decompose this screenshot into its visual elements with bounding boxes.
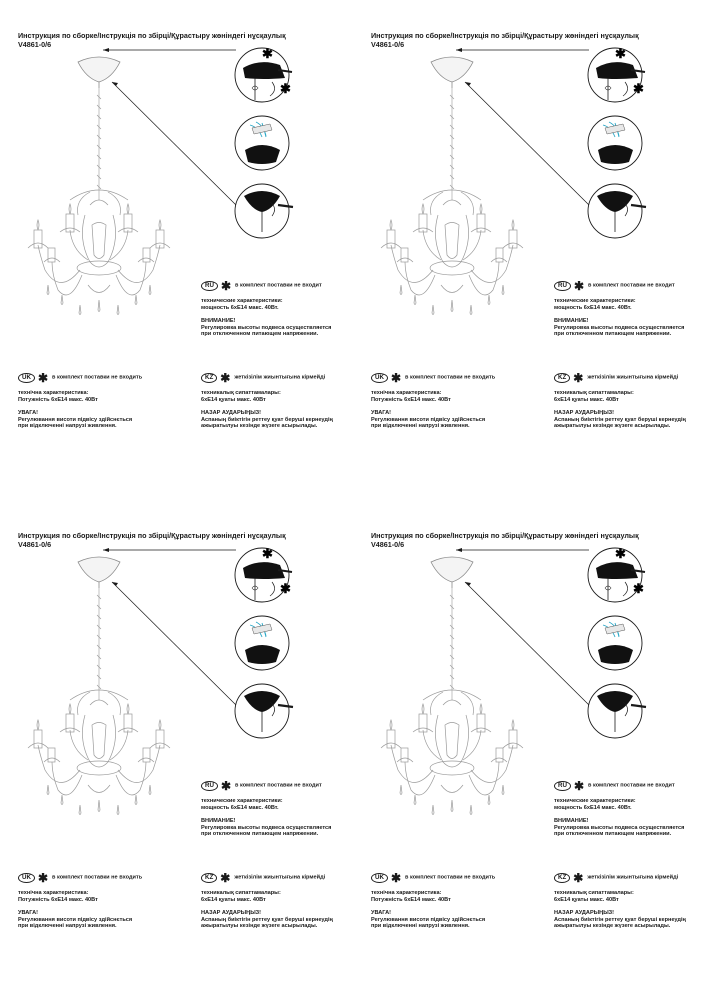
uk-specs-title: технічна характеристика: xyxy=(18,390,89,396)
star-icon: ✱ xyxy=(573,371,584,385)
star-icon: ✱ xyxy=(37,871,48,885)
kz-warning-line: Аспаның биіктігін реттеу қуат беруші кернеудің xyxy=(554,416,686,423)
model-number: V4861-0/6 xyxy=(18,40,52,49)
uk-warning-line: Регулювання висоти підвісу здійснється xyxy=(371,916,486,923)
kz-section xyxy=(201,873,333,930)
ru-warning-line: Регулировка высоты подвеса осуществляется xyxy=(201,324,332,331)
ru-warning-line: при отключенном питающем напряжении. xyxy=(201,831,319,838)
uk-warning-line: при відключенні напрузі живлення. xyxy=(18,423,117,430)
star-icon: ✱ xyxy=(573,779,584,793)
mounting-detail-circles xyxy=(103,46,293,238)
ru-specs-value: мощность 6xE14 макс. 40Вт. xyxy=(201,304,279,311)
kz-specs-title: техникалық сипаттамалары: xyxy=(554,390,634,396)
star-icon: ✱ xyxy=(220,279,231,293)
ru-specs-value: мощность 6xE14 макс. 40Вт. xyxy=(554,804,632,811)
kz-section xyxy=(201,373,333,430)
uk-warning-title: УВАГА! xyxy=(371,910,392,917)
uk-specs-value: Потужність 6xE14 макс. 40Вт xyxy=(18,396,98,403)
uk-specs-title: технічна характеристика: xyxy=(371,890,442,896)
ru-warning-line: Регулировка высоты подвеса осуществляется xyxy=(554,324,685,331)
uk-section xyxy=(371,873,495,930)
uk-warning-line: при відключенні напрузі живлення. xyxy=(371,923,470,930)
kz-not-included: KZ ✱ жеткізілім жиынтығына кірмейді xyxy=(554,373,686,383)
kz-section xyxy=(554,373,686,430)
uk-not-included: UK ✱ в комплект поставки не входить xyxy=(371,373,495,383)
mounting-detail-circles xyxy=(103,546,293,738)
star-icon: ✱ xyxy=(220,779,231,793)
instruction-panel xyxy=(353,500,706,1000)
kz-badge: KZ xyxy=(201,873,217,883)
ru-badge: RU xyxy=(201,781,218,791)
ru-not-included: RU ✱ в комплект поставки не входит xyxy=(201,781,331,791)
star-icon: ✱ xyxy=(220,871,231,885)
document-title: Инструкция по сборке/Інструкція по збірці/Құрастыру жөніндегі нұсқаулық xyxy=(18,31,286,40)
kz-specs-title: техникалық сипаттамалары: xyxy=(201,390,281,396)
ru-warning-title: ВНИМАНИЕ! xyxy=(554,318,589,325)
kz-section xyxy=(554,873,686,930)
model-number: V4861-0/6 xyxy=(18,540,52,549)
ru-section xyxy=(201,281,331,338)
kz-warning-line: Аспаның биіктігін реттеу қуат беруші кернеудің xyxy=(201,416,333,423)
kz-not-included: KZ ✱ жеткізілім жиынтығына кірмейді xyxy=(201,373,333,383)
kz-specs-value: 6xE14 қуаты макс. 40Вт xyxy=(201,896,266,903)
kz-badge: KZ xyxy=(201,373,217,383)
ru-warning-line: при отключенном питающем напряжении. xyxy=(201,331,319,338)
mounting-detail-circles xyxy=(456,46,646,238)
star-icon: ✱ xyxy=(37,371,48,385)
uk-not-included: UK ✱ в комплект поставки не входить xyxy=(371,873,495,883)
kz-warning-line: ажыратылуы кезінде жүзеге асырылады. xyxy=(554,923,671,930)
ru-specs-title: технические характеристики: xyxy=(201,798,283,804)
ru-specs-title: технические характеристики: xyxy=(554,798,636,804)
ru-warning-line: при отключенном питающем напряжении. xyxy=(554,331,672,338)
document-title: Инструкция по сборке/Інструкція по збірці/Құрастыру жөніндегі нұсқаулық xyxy=(371,531,639,540)
ru-badge: RU xyxy=(554,781,571,791)
uk-warning-title: УВАГА! xyxy=(18,910,39,917)
ru-warning-title: ВНИМАНИЕ! xyxy=(554,818,589,825)
ru-warning-title: ВНИМАНИЕ! xyxy=(201,318,236,325)
model-number: V4861-0/6 xyxy=(371,40,405,49)
ru-specs-value: мощность 6xE14 макс. 40Вт. xyxy=(554,304,632,311)
instruction-panel xyxy=(353,0,706,500)
ru-warning-title: ВНИМАНИЕ! xyxy=(201,818,236,825)
ru-badge: RU xyxy=(201,281,218,291)
star-icon: ✱ xyxy=(390,371,401,385)
uk-not-included: UK ✱ в комплект поставки не входить xyxy=(18,373,142,383)
kz-warning-title: НАЗАР АУДАРЫҢЫЗ! xyxy=(201,910,262,917)
ru-warning-line: при отключенном питающем напряжении. xyxy=(554,831,672,838)
kz-warning-line: ажыратылуы кезінде жүзеге асырылады. xyxy=(201,923,318,930)
kz-warning-line: Аспаның биіктігін реттеу қуат беруші кернеудің xyxy=(201,916,333,923)
mounting-detail-circles xyxy=(456,546,646,738)
kz-specs-title: техникалық сипаттамалары: xyxy=(554,890,634,896)
kz-badge: KZ xyxy=(554,373,570,383)
kz-warning-title: НАЗАР АУДАРЫҢЫЗ! xyxy=(554,410,615,417)
star-icon: ✱ xyxy=(573,871,584,885)
uk-specs-title: технічна характеристика: xyxy=(371,390,442,396)
uk-badge: UK xyxy=(371,373,388,383)
uk-badge: UK xyxy=(18,373,35,383)
instruction-panel xyxy=(0,0,353,500)
ru-section xyxy=(554,281,684,338)
instruction-panel xyxy=(0,500,353,1000)
ru-specs-title: технические характеристики: xyxy=(554,298,636,304)
uk-section xyxy=(18,873,142,930)
uk-warning-title: УВАГА! xyxy=(371,410,392,417)
ru-badge: RU xyxy=(554,281,571,291)
ru-section xyxy=(201,781,331,838)
ru-specs-title: технические характеристики: xyxy=(201,298,283,304)
document-title: Инструкция по сборке/Інструкція по збірці/Құрастыру жөніндегі нұсқаулық xyxy=(371,31,639,40)
uk-warning-line: при відключенні напрузі живлення. xyxy=(18,923,117,930)
star-icon: ✱ xyxy=(220,371,231,385)
ru-warning-line: Регулировка высоты подвеса осуществляется xyxy=(201,824,332,831)
kz-badge: KZ xyxy=(554,873,570,883)
kz-warning-title: НАЗАР АУДАРЫҢЫЗ! xyxy=(554,910,615,917)
ru-not-included: RU ✱ в комплект поставки не входит xyxy=(554,281,684,291)
kz-warning-title: НАЗАР АУДАРЫҢЫЗ! xyxy=(201,410,262,417)
uk-warning-line: Регулювання висоти підвісу здійснється xyxy=(18,416,133,423)
kz-not-included: KZ ✱ жеткізілім жиынтығына кірмейді xyxy=(554,873,686,883)
uk-section xyxy=(371,373,495,430)
uk-warning-line: Регулювання висоти підвісу здійснється xyxy=(18,916,133,923)
uk-specs-value: Потужність 6xE14 макс. 40Вт xyxy=(18,896,98,903)
uk-badge: UK xyxy=(371,873,388,883)
ru-not-included: RU ✱ в комплект поставки не входит xyxy=(201,281,331,291)
ru-not-included: RU ✱ в комплект поставки не входит xyxy=(554,781,684,791)
ru-specs-value: мощность 6xE14 макс. 40Вт. xyxy=(201,804,279,811)
kz-specs-value: 6xE14 қуаты макс. 40Вт xyxy=(554,396,619,403)
uk-warning-line: при відключенні напрузі живлення. xyxy=(371,423,470,430)
kz-not-included: KZ ✱ жеткізілім жиынтығына кірмейді xyxy=(201,873,333,883)
kz-specs-value: 6xE14 қуаты макс. 40Вт xyxy=(201,396,266,403)
uk-warning-title: УВАГА! xyxy=(18,410,39,417)
star-icon: ✱ xyxy=(573,279,584,293)
uk-specs-title: технічна характеристика: xyxy=(18,890,89,896)
ru-section xyxy=(554,781,684,838)
uk-specs-value: Потужність 6xE14 макс. 40Вт xyxy=(371,896,451,903)
kz-warning-line: ажыратылуы кезінде жүзеге асырылады. xyxy=(554,423,671,430)
uk-not-included: UK ✱ в комплект поставки не входить xyxy=(18,873,142,883)
star-icon: ✱ xyxy=(390,871,401,885)
kz-specs-title: техникалық сипаттамалары: xyxy=(201,890,281,896)
document-title: Инструкция по сборке/Інструкція по збірці/Құрастыру жөніндегі нұсқаулық xyxy=(18,531,286,540)
model-number: V4861-0/6 xyxy=(371,540,405,549)
uk-section xyxy=(18,373,142,430)
uk-specs-value: Потужність 6xE14 макс. 40Вт xyxy=(371,396,451,403)
kz-warning-line: Аспаның биіктігін реттеу қуат беруші кернеудің xyxy=(554,916,686,923)
kz-specs-value: 6xE14 қуаты макс. 40Вт xyxy=(554,896,619,903)
uk-warning-line: Регулювання висоти підвісу здійснється xyxy=(371,416,486,423)
kz-warning-line: ажыратылуы кезінде жүзеге асырылады. xyxy=(201,423,318,430)
ru-warning-line: Регулировка высоты подвеса осуществляется xyxy=(554,824,685,831)
uk-badge: UK xyxy=(18,873,35,883)
